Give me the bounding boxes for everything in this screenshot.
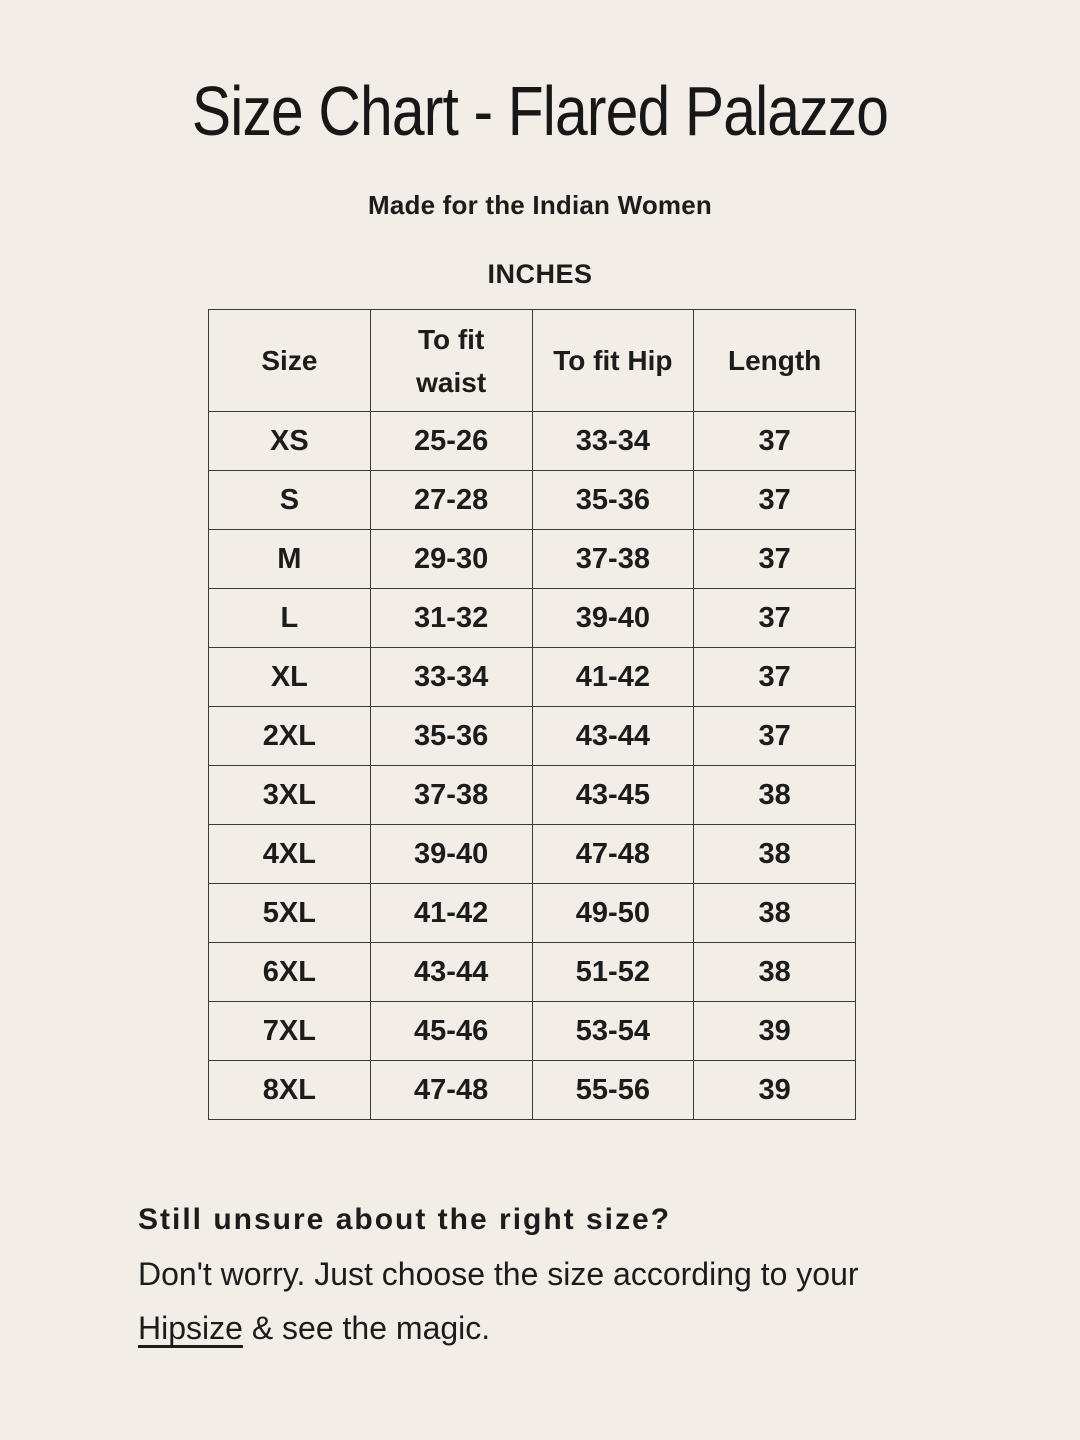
table-cell: 7XL <box>209 1002 371 1061</box>
table-cell: 37 <box>694 530 856 589</box>
table-cell: S <box>209 471 371 530</box>
table-row <box>209 1061 856 1120</box>
table-cell: 45-46 <box>370 1002 532 1061</box>
table-cell: 8XL <box>209 1061 371 1120</box>
table-cell: 33-34 <box>370 648 532 707</box>
table-cell: 53-54 <box>532 1002 694 1061</box>
table-cell: 43-45 <box>532 766 694 825</box>
table-cell: 39-40 <box>532 589 694 648</box>
table-cell: 55-56 <box>532 1061 694 1120</box>
table-cell: 35-36 <box>532 471 694 530</box>
table-cell: 39-40 <box>370 825 532 884</box>
units-label: INCHES <box>487 259 593 290</box>
table-cell: 4XL <box>209 825 371 884</box>
table-cell: 5XL <box>209 884 371 943</box>
table-row <box>209 884 856 943</box>
table-cell: 43-44 <box>370 943 532 1002</box>
table-row <box>209 648 856 707</box>
column-header: To fit waist <box>370 310 532 412</box>
table-cell: 25-26 <box>370 412 532 471</box>
table-cell: 47-48 <box>370 1061 532 1120</box>
table-cell: 33-34 <box>532 412 694 471</box>
table-row <box>209 471 856 530</box>
size-table-header-row <box>209 310 856 412</box>
table-cell: 41-42 <box>370 884 532 943</box>
table-cell: 29-30 <box>370 530 532 589</box>
table-cell: 38 <box>694 766 856 825</box>
column-header: Size <box>209 310 371 412</box>
table-row <box>209 1002 856 1061</box>
footer-line-2-rest: & see the magic. <box>242 1310 491 1347</box>
table-cell: 3XL <box>209 766 371 825</box>
table-cell: XL <box>209 648 371 707</box>
table-cell: 39 <box>694 1002 856 1061</box>
table-cell: 47-48 <box>532 825 694 884</box>
table-cell: 39 <box>694 1061 856 1120</box>
size-table-body <box>209 412 856 1120</box>
table-cell: M <box>209 530 371 589</box>
table-row <box>209 825 856 884</box>
table-row <box>209 530 856 589</box>
table-row <box>209 707 856 766</box>
table-cell: 49-50 <box>532 884 694 943</box>
column-header: Length <box>694 310 856 412</box>
page-title: Size Chart - Flared Palazzo <box>191 72 889 150</box>
table-cell: 37 <box>694 648 856 707</box>
table-row <box>209 943 856 1002</box>
table-cell: 37 <box>694 412 856 471</box>
table-row <box>209 589 856 648</box>
table-cell: 38 <box>694 825 856 884</box>
table-cell: 37 <box>694 589 856 648</box>
table-cell: 37-38 <box>532 530 694 589</box>
table-cell: 41-42 <box>532 648 694 707</box>
footer-line-1: Don't worry. Just choose the size according to your <box>138 1255 859 1292</box>
table-cell: L <box>209 589 371 648</box>
table-cell: 6XL <box>209 943 371 1002</box>
table-cell: XS <box>209 412 371 471</box>
table-cell: 37 <box>694 471 856 530</box>
table-cell: 43-44 <box>532 707 694 766</box>
footer-heading: Still unsure about the right size? <box>138 1203 672 1237</box>
table-row <box>209 766 856 825</box>
table-cell: 31-32 <box>370 589 532 648</box>
page-subtitle: Made for the Indian Women <box>368 190 712 221</box>
table-cell: 51-52 <box>532 943 694 1002</box>
footer-line-2 <box>138 1301 998 1355</box>
table-cell: 38 <box>694 884 856 943</box>
hipsize-link[interactable]: Hipsize <box>138 1310 243 1347</box>
table-cell: 2XL <box>209 707 371 766</box>
table-row <box>209 412 856 471</box>
table-cell: 37-38 <box>370 766 532 825</box>
column-header: To fit Hip <box>532 310 694 412</box>
size-table <box>208 309 856 1120</box>
table-cell: 35-36 <box>370 707 532 766</box>
table-cell: 38 <box>694 943 856 1002</box>
table-cell: 37 <box>694 707 856 766</box>
footer-note <box>138 1194 998 1355</box>
table-cell: 27-28 <box>370 471 532 530</box>
